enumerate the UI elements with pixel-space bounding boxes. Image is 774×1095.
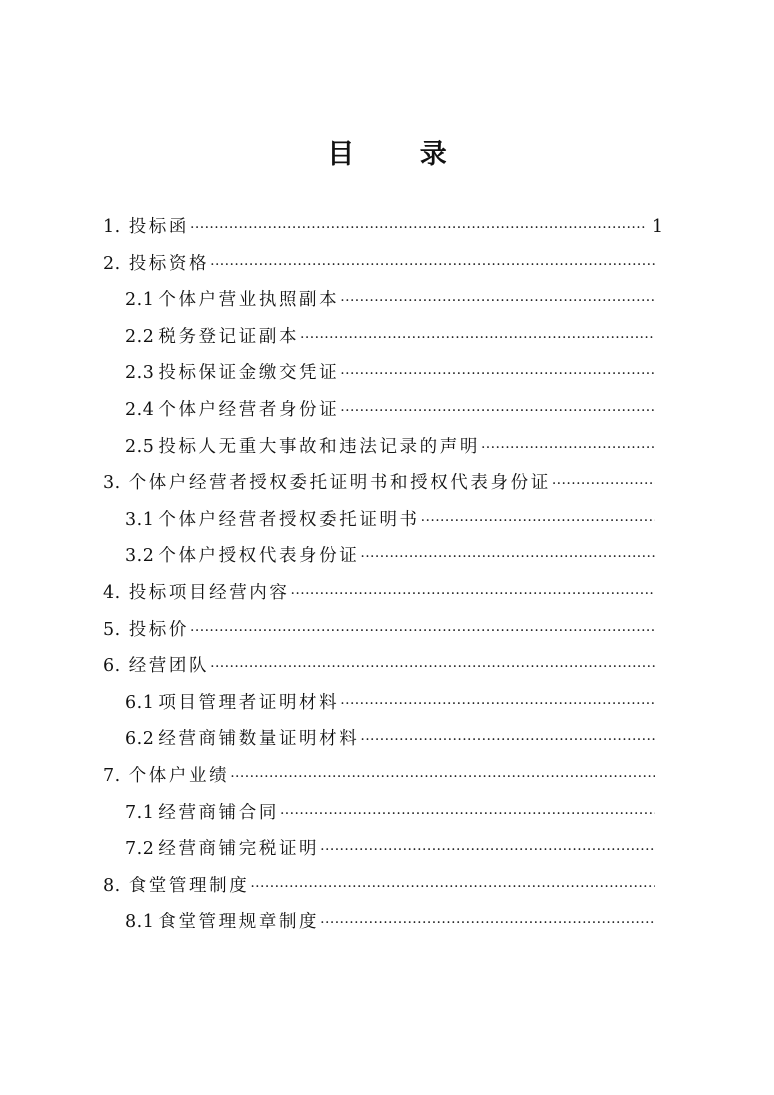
- toc-item-label: 个体户经营者授权委托证明书和授权代表身份证: [128, 473, 551, 494]
- toc-item[interactable]: [103, 542, 663, 579]
- toc-item-number: 2.3: [125, 363, 155, 384]
- toc-dot-leader: [340, 403, 655, 419]
- toc-item-label: 税务登记证副本: [158, 326, 300, 347]
- toc-item-number: 8.: [103, 875, 121, 896]
- toc-item-number: 7.: [103, 765, 121, 786]
- toc-item-number: 7.2: [125, 839, 155, 860]
- toc-dot-leader: [291, 586, 655, 602]
- toc-item-label: 个体户营业执照副本: [158, 290, 340, 311]
- toc-dot-leader: [320, 842, 655, 858]
- toc-item[interactable]: [103, 689, 663, 726]
- toc-item-number: 8.1: [125, 912, 155, 933]
- toc-item-label: 项目管理者证明材料: [158, 692, 340, 713]
- toc-item[interactable]: [103, 616, 663, 653]
- toc-item-number: 6.: [103, 656, 121, 677]
- toc-item-number: 5.: [103, 619, 121, 640]
- toc-item-label: 经营商铺完税证明: [158, 839, 320, 860]
- toc-item-number: 1.: [103, 217, 121, 237]
- toc-item-label: 投标保证金缴交凭证: [158, 363, 340, 384]
- toc-dot-leader: [190, 220, 646, 236]
- toc-item-label: 经营商铺数量证明材料: [158, 729, 360, 750]
- toc-item[interactable]: [103, 835, 663, 872]
- toc-item[interactable]: [103, 506, 663, 543]
- toc-item-number: 2.: [103, 253, 121, 274]
- toc-item-number: 2.2: [125, 326, 155, 347]
- toc-item-label: 投标人无重大事故和违法记录的声明: [158, 436, 480, 457]
- toc-item-number: 2.1: [125, 290, 155, 311]
- toc-item-number: 3.: [103, 473, 121, 494]
- toc-dot-leader: [190, 623, 655, 639]
- toc-item-label: 个体户授权代表身份证: [158, 546, 360, 567]
- toc-item-label: 个体户经营者授权委托证明书: [158, 509, 420, 530]
- toc-dot-leader: [421, 513, 655, 529]
- toc-item-label: 个体户经营者身份证: [158, 399, 340, 420]
- toc-item-label: 食堂管理制度: [128, 875, 250, 896]
- toc-item[interactable]: [103, 469, 663, 506]
- toc-item-label: 投标价: [128, 619, 190, 640]
- toc-item[interactable]: [103, 762, 663, 799]
- toc-item-number: 7.1: [125, 802, 155, 823]
- toc-item[interactable]: [103, 396, 663, 433]
- toc-dot-leader: [210, 257, 655, 273]
- toc-item[interactable]: [103, 908, 663, 945]
- toc-item-number: 3.2: [125, 546, 155, 567]
- toc-item[interactable]: [103, 799, 663, 836]
- toc-dot-leader: [340, 696, 655, 712]
- toc-dot-leader: [300, 330, 655, 346]
- toc-item-number: 6.2: [125, 729, 155, 750]
- toc-item-label: 经营团队: [128, 656, 210, 677]
- toc-item[interactable]: [103, 359, 663, 396]
- toc-item-number: 3.1: [125, 509, 155, 530]
- toc-item[interactable]: [103, 433, 663, 470]
- toc-dot-leader: [552, 476, 655, 492]
- toc-item-label: 个体户业绩: [128, 765, 230, 786]
- toc-item[interactable]: [103, 725, 663, 762]
- toc-dot-leader: [250, 879, 655, 895]
- toc-item-number: 6.1: [125, 692, 155, 713]
- toc-item-label: 食堂管理规章制度: [158, 912, 320, 933]
- toc-item-label: 经营商铺合同: [158, 802, 279, 823]
- toc-item-page-number: 1: [651, 217, 663, 237]
- toc-item[interactable]: [103, 652, 663, 689]
- toc-item-label: 投标函: [128, 217, 190, 237]
- toc-dot-leader: [230, 769, 655, 785]
- toc-item[interactable]: [103, 286, 663, 323]
- toc-item-label: 投标项目经营内容: [128, 582, 290, 603]
- table-of-contents: [103, 213, 663, 945]
- toc-dot-leader: [320, 915, 655, 931]
- toc-dot-leader: [340, 293, 655, 309]
- toc-item-number: 2.5: [125, 436, 155, 457]
- toc-item[interactable]: [103, 213, 663, 250]
- toc-dot-leader: [360, 732, 655, 748]
- toc-dot-leader: [360, 549, 655, 565]
- toc-item-number: 4.: [103, 582, 121, 603]
- toc-dot-leader: [280, 806, 655, 822]
- toc-item-label: 投标资格: [128, 253, 210, 274]
- toc-dot-leader: [210, 659, 655, 675]
- toc-dot-leader: [340, 366, 655, 382]
- toc-item[interactable]: [103, 579, 663, 616]
- toc-item-number: 2.4: [125, 399, 155, 420]
- toc-item[interactable]: [103, 323, 663, 360]
- page-title: 目 录: [327, 139, 475, 170]
- toc-dot-leader: [481, 440, 655, 456]
- toc-item[interactable]: [103, 250, 663, 287]
- toc-item[interactable]: [103, 872, 663, 909]
